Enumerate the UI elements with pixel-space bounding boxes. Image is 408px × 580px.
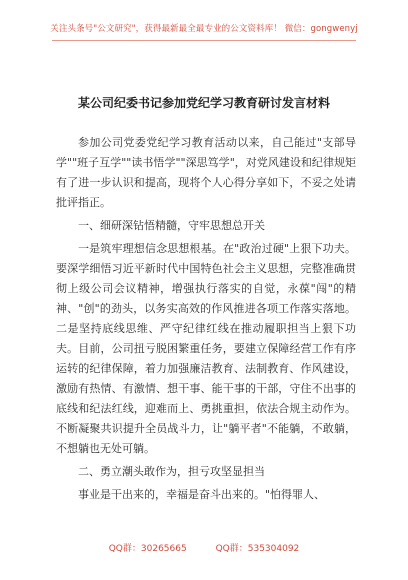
section-heading-1: 一、细研深钻悟精髓，守牢思想总开关 <box>78 219 265 232</box>
header-divider <box>52 40 356 41</box>
footer-qq-group-1: QQ群：30265665 <box>108 544 187 554</box>
document-body <box>56 133 356 505</box>
page-title: 某公司纪委书记参加党纪学习教育研讨发言材料 <box>77 96 330 110</box>
section-1-paragraph: 一是筑牢理想信念思想根基。在"政治过硬"上狠下功夫。要深学细悟习近平新时代中国特色社会主义思想，完整准确贯彻上级公司会议精神，增强执行落实的自觉，永葆"闯"的精神、"创"的劲头，以务实高效的作风推进各项工作落实落地。二是坚持底线思维、严守纪律红线在推动履职担当上狠下功夫。目前，公司扭亏脱困繁重任务，要建立保障经营工作有序运转的纪律保障，着力加强廉洁教育、法制教育、作风建设，激励有热情、有激情、想干事、能干事的干部，守住不出事的底线和纪法红线，迎难而上、勇挑重担，依法合规主动作为。不断凝聚共识提升全员战斗力，让"躺平者"不能躺，不敢躺，不想躺也无处可躺。 <box>56 242 356 455</box>
section-heading-2: 二、勇立潮头敢作为，担亏攻坚显担当 <box>78 465 265 478</box>
section-2-paragraph: 事业是干出来的，幸福是奋斗出来的。"怕得罪人、 <box>78 488 326 501</box>
footer-qq-group-2: QQ群：535304092 <box>215 544 300 554</box>
footer <box>0 541 408 554</box>
intro-paragraph: 参加公司党委党纪学习教育活动以来，自己能过"支部导学""班子互学""读书悟学""深思笃学"，对党风建设和纪律规矩有了进一步认识和提高，现将个人心得分享如下，不妥之处请批评指正。 <box>56 136 356 209</box>
header-note: 关注头条号"公文研究"，获得最新最全最专业的公文资料库！ 微信：gongwenyj <box>50 24 358 34</box>
